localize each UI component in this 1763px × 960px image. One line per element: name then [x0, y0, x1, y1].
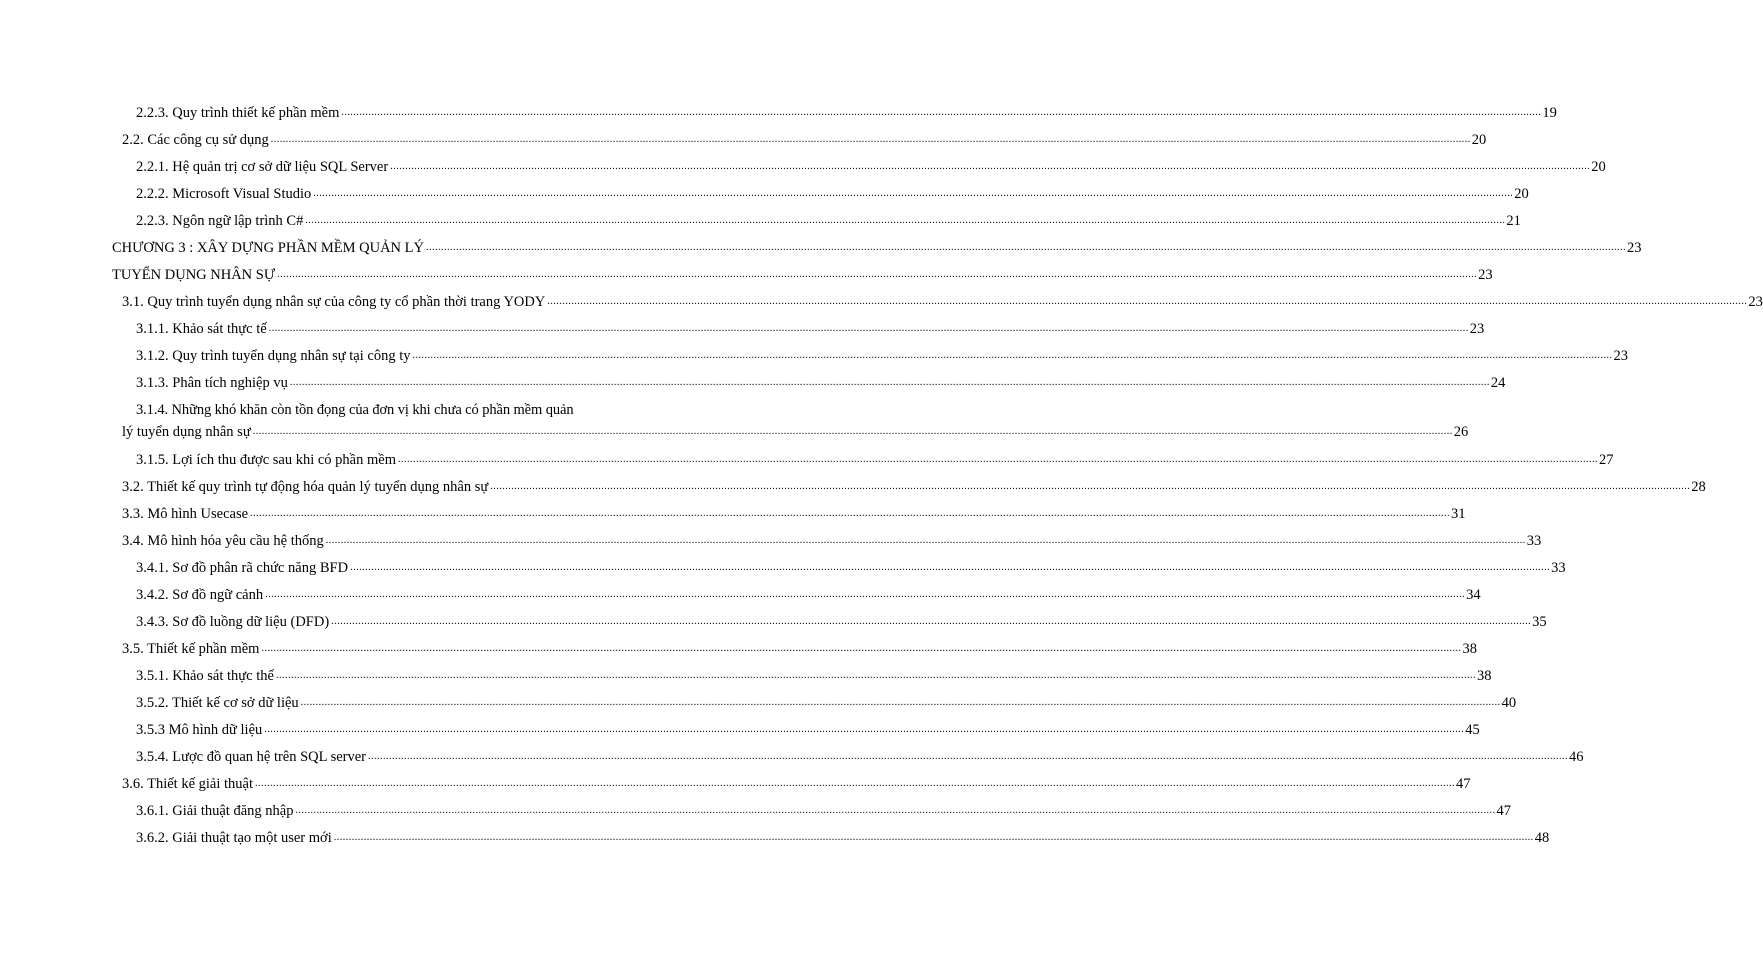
- toc-page-number: 20: [1591, 159, 1606, 175]
- toc-page-number: 47: [1496, 803, 1511, 819]
- toc-entry-title: 3.2. Thiết kế quy trình tự động hóa quản lý tuyển dụng nhân sự: [122, 479, 489, 495]
- toc-entry[interactable]: [136, 694, 1517, 712]
- dot-leader: ................................................................................................................................................................................................................................................................................................................................................................................................................: [261, 643, 1462, 654]
- toc-entry-title: 3.4.3. Sơ đồ luồng dữ liệu (DFD): [136, 614, 330, 630]
- dot-leader: ................................................................................................................................................................................................................................................................................................................................................................................................................: [397, 454, 1598, 465]
- toc-entry[interactable]: [122, 401, 1469, 441]
- toc-entry[interactable]: [136, 104, 1557, 122]
- dot-leader: ................................................................................................................................................................................................................................................................................................................................................................................................................: [295, 805, 1496, 816]
- toc-entry[interactable]: [136, 347, 1628, 365]
- toc-entry[interactable]: [136, 158, 1606, 176]
- toc-page-number: 19: [1542, 105, 1557, 121]
- toc-entry-title: TUYỂN DỤNG NHÂN SỰ: [112, 267, 276, 283]
- dot-leader: ................................................................................................................................................................................................................................................................................................................................................................................................................: [341, 107, 1542, 118]
- toc-entry-title: 3.5.3 Mô hình dữ liệu: [136, 722, 263, 738]
- toc-entry-title: 2.2.2. Microsoft Visual Studio: [136, 186, 312, 202]
- dot-leader: ................................................................................................................................................................................................................................................................................................................................................................................................................: [547, 296, 1748, 307]
- toc-page-number: 28: [1691, 479, 1706, 495]
- dot-leader: ................................................................................................................................................................................................................................................................................................................................................................................................................: [277, 269, 1478, 280]
- toc-entry-title: 3.1.3. Phân tích nghiệp vụ: [136, 375, 288, 391]
- toc-entry-title: 3.4. Mô hình hóa yêu cầu hệ thống: [122, 533, 324, 549]
- dot-leader: ................................................................................................................................................................................................................................................................................................................................................................................................................: [250, 508, 1451, 519]
- toc-entry-title: CHƯƠNG 3 : XÂY DỰNG PHẦN MỀM QUẢN LÝ: [112, 240, 424, 256]
- toc-entry-title: 3.1.4. Những khó khăn còn tồn đọng của đơn vị khi chưa có phần mềm quản: [136, 402, 574, 418]
- dot-leader: ................................................................................................................................................................................................................................................................................................................................................................................................................: [300, 697, 1501, 708]
- toc-entry[interactable]: [122, 293, 1763, 311]
- dot-leader: ................................................................................................................................................................................................................................................................................................................................................................................................................: [425, 242, 1626, 253]
- toc-entry-title: 2.2. Các công cụ sử dụng: [122, 132, 269, 148]
- dot-leader: ................................................................................................................................................................................................................................................................................................................................................................................................................: [350, 562, 1551, 573]
- dot-leader: ................................................................................................................................................................................................................................................................................................................................................................................................................: [368, 751, 1569, 762]
- toc-entry-title: 3.5.4. Lược đồ quan hệ trên SQL server: [136, 749, 367, 765]
- toc-entry-title: 3.4.2. Sơ đồ ngữ cảnh: [136, 587, 264, 603]
- toc-page-number: 23: [1478, 267, 1493, 283]
- toc-entry-title: 3.1.2. Quy trình tuyển dụng nhân sự tại công ty: [136, 348, 411, 364]
- toc-page-number: 46: [1569, 749, 1584, 765]
- dot-leader: ................................................................................................................................................................................................................................................................................................................................................................................................................: [252, 426, 1453, 437]
- toc-entry[interactable]: [136, 667, 1492, 685]
- toc-entry-title: 3.1.1. Khảo sát thực tế: [136, 321, 267, 337]
- toc-entry[interactable]: [122, 505, 1466, 523]
- dot-leader: ................................................................................................................................................................................................................................................................................................................................................................................................................: [268, 323, 1469, 334]
- toc-page-number: 48: [1534, 830, 1550, 846]
- toc-page-number: 21: [1506, 213, 1521, 229]
- toc-entry-title: 3.6.1. Giải thuật đăng nhập: [136, 803, 294, 819]
- toc-page-number: 20: [1471, 132, 1487, 148]
- toc-page-number: 23: [1613, 348, 1628, 364]
- toc-entry[interactable]: [136, 802, 1511, 820]
- toc-entry[interactable]: [136, 721, 1480, 739]
- dot-leader: ................................................................................................................................................................................................................................................................................................................................................................................................................: [265, 589, 1466, 600]
- toc-page-number: 26: [1453, 424, 1469, 440]
- toc-entry-title: 3.5. Thiết kế phần mềm: [122, 641, 260, 657]
- toc-entry[interactable]: [136, 748, 1584, 766]
- toc-entry-title: 2.2.1. Hệ quản trị cơ sở dữ liệu SQL Server: [136, 159, 389, 175]
- dot-leader: ................................................................................................................................................................................................................................................................................................................................................................................................................: [313, 188, 1514, 199]
- toc-entry[interactable]: [136, 374, 1506, 392]
- dot-leader: ................................................................................................................................................................................................................................................................................................................................................................................................................: [255, 778, 1456, 789]
- toc-entry-title: 3.3. Mô hình Usecase: [122, 506, 249, 522]
- toc-entry[interactable]: [122, 478, 1706, 496]
- toc-entry[interactable]: [136, 320, 1485, 338]
- dot-leader: ................................................................................................................................................................................................................................................................................................................................................................................................................: [325, 535, 1526, 546]
- toc-page-number: 40: [1501, 695, 1517, 711]
- toc-page-number: 31: [1451, 506, 1466, 522]
- toc-page-number: 23: [1469, 321, 1485, 337]
- toc-entry[interactable]: [136, 559, 1566, 577]
- toc-entry[interactable]: [112, 239, 1642, 257]
- toc-entry[interactable]: [136, 829, 1550, 847]
- toc-entry-title: 3.5.1. Khảo sát thực thể: [136, 668, 274, 684]
- toc-page-number: 38: [1476, 668, 1492, 684]
- toc-page-number: 33: [1551, 560, 1566, 576]
- toc-page-number: 23: [1626, 240, 1642, 256]
- toc-entry[interactable]: [122, 640, 1477, 658]
- toc-page-number: 33: [1526, 533, 1542, 549]
- dot-leader: ................................................................................................................................................................................................................................................................................................................................................................................................................: [289, 377, 1490, 388]
- toc-page-number: 20: [1514, 186, 1529, 202]
- dot-leader: ................................................................................................................................................................................................................................................................................................................................................................................................................: [390, 161, 1591, 172]
- toc-entry-title: 3.1. Quy trình tuyển dụng nhân sự của công ty cổ phần thời trang YODY: [122, 294, 546, 310]
- dot-leader: ................................................................................................................................................................................................................................................................................................................................................................................................................: [270, 134, 1471, 145]
- toc-page-number: 23: [1748, 294, 1763, 310]
- toc-entry[interactable]: [136, 586, 1481, 604]
- dot-leader: ................................................................................................................................................................................................................................................................................................................................................................................................................: [490, 481, 1691, 492]
- toc-entry-title: 3.6.2. Giải thuật tạo một user mới: [136, 830, 332, 846]
- toc-entry[interactable]: [136, 185, 1529, 203]
- toc-entry-title: 3.5.2. Thiết kế cơ sở dữ liệu: [136, 695, 299, 711]
- toc-page-number: 38: [1462, 641, 1477, 657]
- toc-entry-title: 3.1.5. Lợi ích thu được sau khi có phần mềm: [136, 452, 396, 468]
- toc-entry[interactable]: [136, 451, 1614, 469]
- dot-leader: ................................................................................................................................................................................................................................................................................................................................................................................................................: [412, 350, 1613, 361]
- toc-entry[interactable]: [136, 212, 1521, 230]
- toc-page-number: 27: [1598, 452, 1614, 468]
- toc-entry-title: 2.2.3. Ngôn ngữ lập trình C#: [136, 213, 304, 229]
- dot-leader: ................................................................................................................................................................................................................................................................................................................................................................................................................: [333, 832, 1534, 843]
- toc-page-number: 47: [1456, 776, 1471, 792]
- toc-entry-title: 3.4.1. Sơ đồ phân rã chức năng BFD: [136, 560, 349, 576]
- dot-leader: ................................................................................................................................................................................................................................................................................................................................................................................................................: [264, 724, 1465, 735]
- toc-entry-title: 2.2.3. Quy trình thiết kế phần mềm: [136, 105, 340, 121]
- toc-entry[interactable]: [112, 266, 1493, 284]
- dot-leader: ................................................................................................................................................................................................................................................................................................................................................................................................................: [331, 616, 1532, 627]
- toc-entry[interactable]: [122, 131, 1487, 149]
- toc-entry[interactable]: [122, 775, 1471, 793]
- toc-entry[interactable]: [136, 613, 1547, 631]
- toc-entry[interactable]: [122, 532, 1542, 550]
- toc-entry-title-continued: lý tuyển dụng nhân sự: [122, 424, 251, 440]
- toc-page-number: 34: [1466, 587, 1481, 603]
- dot-leader: ................................................................................................................................................................................................................................................................................................................................................................................................................: [275, 670, 1476, 681]
- toc-entry-title: 3.6. Thiết kế giải thuật: [122, 776, 254, 792]
- dot-leader: ................................................................................................................................................................................................................................................................................................................................................................................................................: [305, 215, 1506, 226]
- toc-page-number: 24: [1490, 375, 1506, 391]
- toc-page-number: 45: [1465, 722, 1480, 738]
- toc-page-number: 35: [1532, 614, 1547, 630]
